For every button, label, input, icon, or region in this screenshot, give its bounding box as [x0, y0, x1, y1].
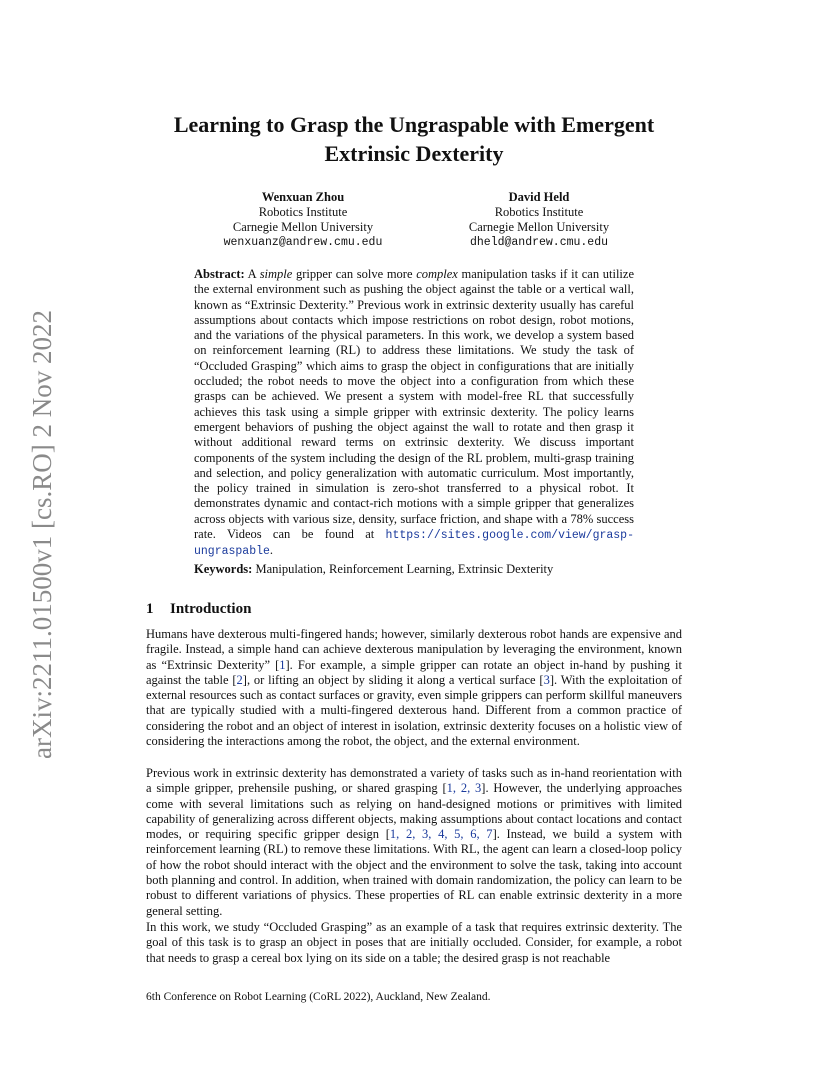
author-name: David Held	[508, 190, 570, 204]
intro-paragraph-3: In this work, we study “Occluded Grasping” as an example of a task that requires extrinsic dexterity. The goal of this task is to grasp an object in poses that are initially occluded. Consider, for example, a robot that needs to grasp a cereal box lying on its side on a table; the desired grasp is not reachable	[146, 920, 682, 965]
title-line-1: Learning to Grasp the Ungraspable with Emergent	[173, 112, 655, 137]
paragraph-text: ]. With the exploitation of external resources such as contact surfaces or gravity, even simple grippers can perform skillful maneuvers that are typically studied with a multi-fingered dexterous hand. Different from a common practice of considering the robot and an object of interest in isolation, extrinsic dexterity focuses on a holistic view of considering the interactions among the robot, the object, and the external environment.	[146, 672, 682, 749]
section-heading	[146, 599, 682, 619]
abstract	[194, 267, 634, 560]
conference-footnote: 6th Conference on Robot Learning (CoRL 2022), Auckland, New Zealand.	[146, 991, 491, 1003]
abstract-label: Abstract:	[194, 267, 245, 281]
keywords-text: Manipulation, Reinforcement Learning, Extrinsic Dexterity	[252, 562, 554, 576]
video-link[interactable]: https://sites.google.com/view/grasp-ungraspable	[194, 529, 634, 559]
paragraph-text: ]. Instead, we build a system with reinforcement learning (RL) to remove these limitations. With RL, the agent can learn a closed-loop policy of how the robot should interact with the object and the environment to solve the task, taking into account both planning and control. In addition, when trained with domain randomization, the policy can learn to be robust to different variations of physics. These properties of RL can enable extrinsic dexterity in a more general setting.	[146, 827, 682, 918]
intro-paragraph-1	[146, 627, 682, 749]
author-affiliation: Robotics Institute	[494, 205, 584, 219]
paragraph-text: ], or lifting an object by sliding it along a vertical surface [	[242, 672, 544, 687]
abstract-text: .	[269, 543, 274, 558]
author-university: Carnegie Mellon University	[232, 220, 374, 234]
abstract-text: gripper can solve more	[292, 267, 417, 281]
keywords-label: Keywords:	[194, 562, 253, 576]
abstract-emphasis: simple	[259, 267, 293, 281]
author-name: Wenxuan Zhou	[261, 190, 345, 204]
intro-paragraph-2	[146, 766, 682, 919]
abstract-text: A	[247, 267, 260, 281]
author-affiliation: Robotics Institute	[258, 205, 348, 219]
abstract-emphasis: complex	[416, 267, 458, 281]
author-email[interactable]: dheld@andrew.cmu.edu	[469, 236, 609, 249]
citation-link[interactable]: 1	[279, 657, 286, 672]
author-block-1	[196, 190, 410, 250]
author-university: Carnegie Mellon University	[468, 220, 610, 234]
paragraph-text: ]. However, the underlying approaches come with several limitations such as relying on hand-designed motions or primitives with limited capability of generalizing across different objects, making assumptions about contact locations and contact modes, or requiring specific gripper design [	[146, 781, 682, 842]
paper-title	[146, 110, 682, 168]
citation-link[interactable]: 3	[543, 672, 550, 687]
citation-link[interactable]: 2	[236, 672, 243, 687]
citation-link[interactable]: 1, 2, 3	[446, 781, 482, 796]
arxiv-stamp: arXiv:2211.01500v1 [cs.RO] 2 Nov 2022	[27, 310, 57, 759]
paragraph-text: ]. For example, a simple gripper can rotate an object in-hand by pushing it against the table [	[146, 657, 682, 687]
title-line-2: Extrinsic Dexterity	[324, 141, 504, 166]
paragraph-text: Humans have dexterous multi-fingered hands; however, similarly dexterous robot hands are expensive and fragile. Instead, a simple hand can achieve dexterous manipulation by leveraging the environment, known as “Extrinsic Dexterity” [	[146, 627, 682, 672]
citation-link[interactable]: 1, 2, 3, 4, 5, 6, 7	[389, 827, 493, 842]
section-title: Introduction	[170, 601, 252, 617]
paragraph-text: Previous work in extrinsic dexterity has demonstrated a variety of tasks such as in-hand reorientation with a simple gripper, prehensile pushing, or shared grasping [	[146, 766, 682, 796]
keywords	[194, 562, 634, 577]
author-block-2	[432, 190, 646, 250]
abstract-text: manipulation tasks if it can utilize the external environment such as pushing the object against the table or a vertical wall, known as “Extrinsic Dexterity.” Previous work in extrinsic dexterity usually has careful assumptions about contacts which impose restrictions on robot design, robot motions, and the variations of the physical parameters. In this work, we develop a system based on reinforcement learning (RL) to address these limitations. We study the task of “Occluded Grasping” which aims to grasp the object in configurations that are initially occluded; the robot needs to move the object into a configuration from which these grasps can be achieved. We present a system with model-free RL that successfully achieves this task using a simple gripper with extrinsic dexterity. The policy learns emergent behaviors of pushing the object against the wall to rotate and then grasp it without additional reward terms on extrinsic dexterity. We discuss important components of the system including the design of the RL problem, multi-grasp training and selection, and policy generalization with automatic curriculum. Most importantly, the policy trained in simulation is zero-shot transferred to a physical robot. It demonstrates dynamic and contact-rich motions with a simple gripper that generalizes across objects with various size, density, surface friction, and shape with a 78% success rate. Videos can be found at	[194, 267, 634, 542]
section-number: 1	[146, 601, 154, 617]
author-email[interactable]: wenxuanz@andrew.cmu.edu	[223, 236, 383, 249]
